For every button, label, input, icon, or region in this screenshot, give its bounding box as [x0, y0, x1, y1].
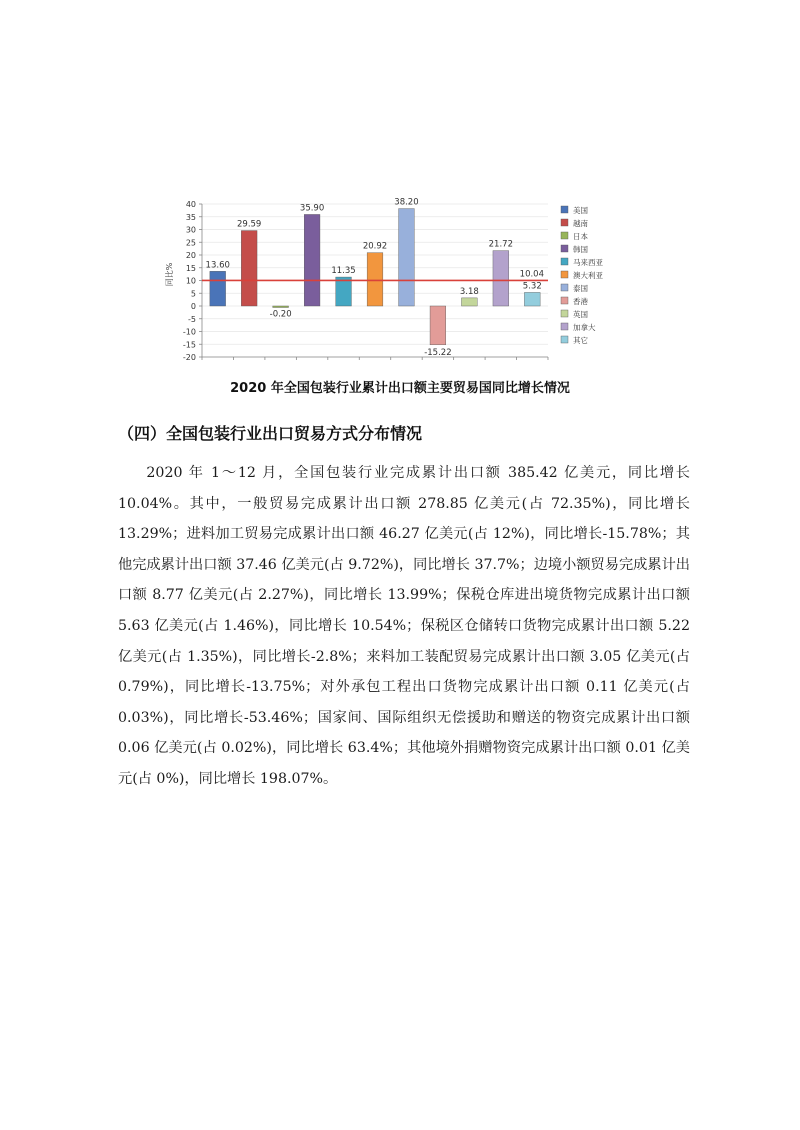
legend-label: 泰国: [573, 284, 588, 293]
legend-swatch: [561, 284, 568, 291]
bar-value-label: 3.18: [459, 286, 479, 297]
bar-value-label: 20.92: [362, 241, 388, 252]
y-axis-label: 同比%: [165, 262, 174, 287]
y-tick-label: 20: [185, 251, 196, 260]
y-tick-label: 30: [185, 225, 196, 235]
bar-value-label: 5.32: [522, 281, 542, 292]
legend-label: 英国: [573, 310, 588, 319]
y-tick-label: 0: [190, 302, 196, 311]
chart-caption: 2020 年全国包装行业累计出口额主要贸易国同比增长情况: [230, 381, 570, 396]
legend-swatch: [561, 258, 568, 265]
bar-value-label: 29.59: [237, 219, 262, 230]
bar-value-label: 21.72: [488, 239, 513, 250]
legend-swatch: [561, 336, 568, 343]
legend-swatch: [561, 297, 568, 304]
legend-swatch: [561, 323, 568, 330]
section-heading: （四）全国包装行业出口贸易方式分布情况: [118, 424, 423, 443]
legend-swatch: [561, 232, 568, 239]
bar-value-label: 38.20: [394, 197, 419, 208]
legend-swatch: [561, 206, 568, 213]
bar-10: [524, 292, 540, 306]
y-tick-label: 10: [185, 276, 196, 286]
chart-svg: [155, 192, 625, 367]
bar-value-label: 11.35: [331, 266, 356, 277]
legend-label: 其它: [573, 336, 588, 345]
legend-label: 韩国: [573, 245, 588, 254]
y-tick-label: 25: [185, 238, 196, 248]
legend-label: 澳大利亚: [573, 271, 603, 280]
y-tick-label: 15: [185, 263, 196, 273]
bar-value-label: -15.22: [424, 347, 452, 358]
legend-label: 马来西亚: [573, 258, 603, 267]
average-growth-label: 10.04: [519, 269, 544, 280]
y-tick-label: -5: [188, 314, 196, 324]
legend-label: 美国: [573, 206, 588, 215]
legend-swatch: [561, 310, 568, 317]
bar-value-label: 35.90: [299, 203, 325, 214]
bar-2: [273, 306, 289, 308]
bar-6: [399, 209, 415, 306]
legend-swatch: [561, 245, 568, 252]
bar-value-label: -0.20: [269, 309, 292, 320]
y-tick-label: 40: [185, 200, 196, 209]
bar-4: [336, 277, 352, 306]
bar-5: [367, 253, 383, 306]
bar-7: [430, 306, 446, 345]
y-tick-label: -20: [182, 353, 196, 362]
bar-1: [241, 231, 257, 306]
bar-0: [210, 271, 226, 306]
legend-label: 越南: [573, 219, 588, 228]
bar-value-label: 13.60: [205, 260, 230, 271]
legend-label: 日本: [573, 232, 588, 241]
y-tick-label: -15: [182, 340, 196, 350]
body-paragraph: 2020 年 1～12 月，全国包装行业完成累计出口额 385.42 亿美元，同比增长 10.04%。其中，一般贸易完成累计出口额 278.85 亿美元(占 72.35%)，同比增长 13.29%；进料加工贸易完成累计出口额 46.27 亿美元(占 12%)，同比增长-15.78%；其他完成累计出口额 37.46 亿美元(占 9.72%)，同比增长 37.7%；边境小额贸易完成累计出口额 8.77 亿美元(占 2.27%)，同比增长 13.99%；保税仓库进出境货物完成累计出口额 5.63 亿美元(占 1.46%)，同比增长 10.54%；保税区仓储转口货物完成累计出口额 5.22 亿美元(占 1.35%)，同比增长-2.8%；来料加工装配贸易完成累计出口额 3.05 亿美元(占 0.79%)，同比增长-13.75%；对外承包工程出口货物完成累计出口额 0.11 亿美元(占 0.03%)，同比增长-53.46%；国家间、国际组织无偿援助和赠送的物资完成累计出口额 0.06 亿美元(占 0.02%)，同比增长 63.4%；其他境外捐赠物资完成累计出口额 0.01 亿美元(占 0%)，同比增长 198.07%。: [118, 465, 690, 787]
bar-3: [304, 214, 320, 306]
legend-swatch: [561, 219, 568, 226]
bar-9: [493, 251, 509, 306]
y-tick-label: -10: [182, 327, 196, 337]
y-tick-label: 5: [190, 289, 196, 299]
legend-swatch: [561, 271, 568, 278]
legend-label: 加拿大: [573, 323, 596, 332]
y-tick-label: 35: [185, 212, 196, 222]
bar-8: [462, 298, 478, 306]
growth-bar-chart: [155, 192, 625, 367]
legend-label: 香港: [573, 297, 588, 306]
